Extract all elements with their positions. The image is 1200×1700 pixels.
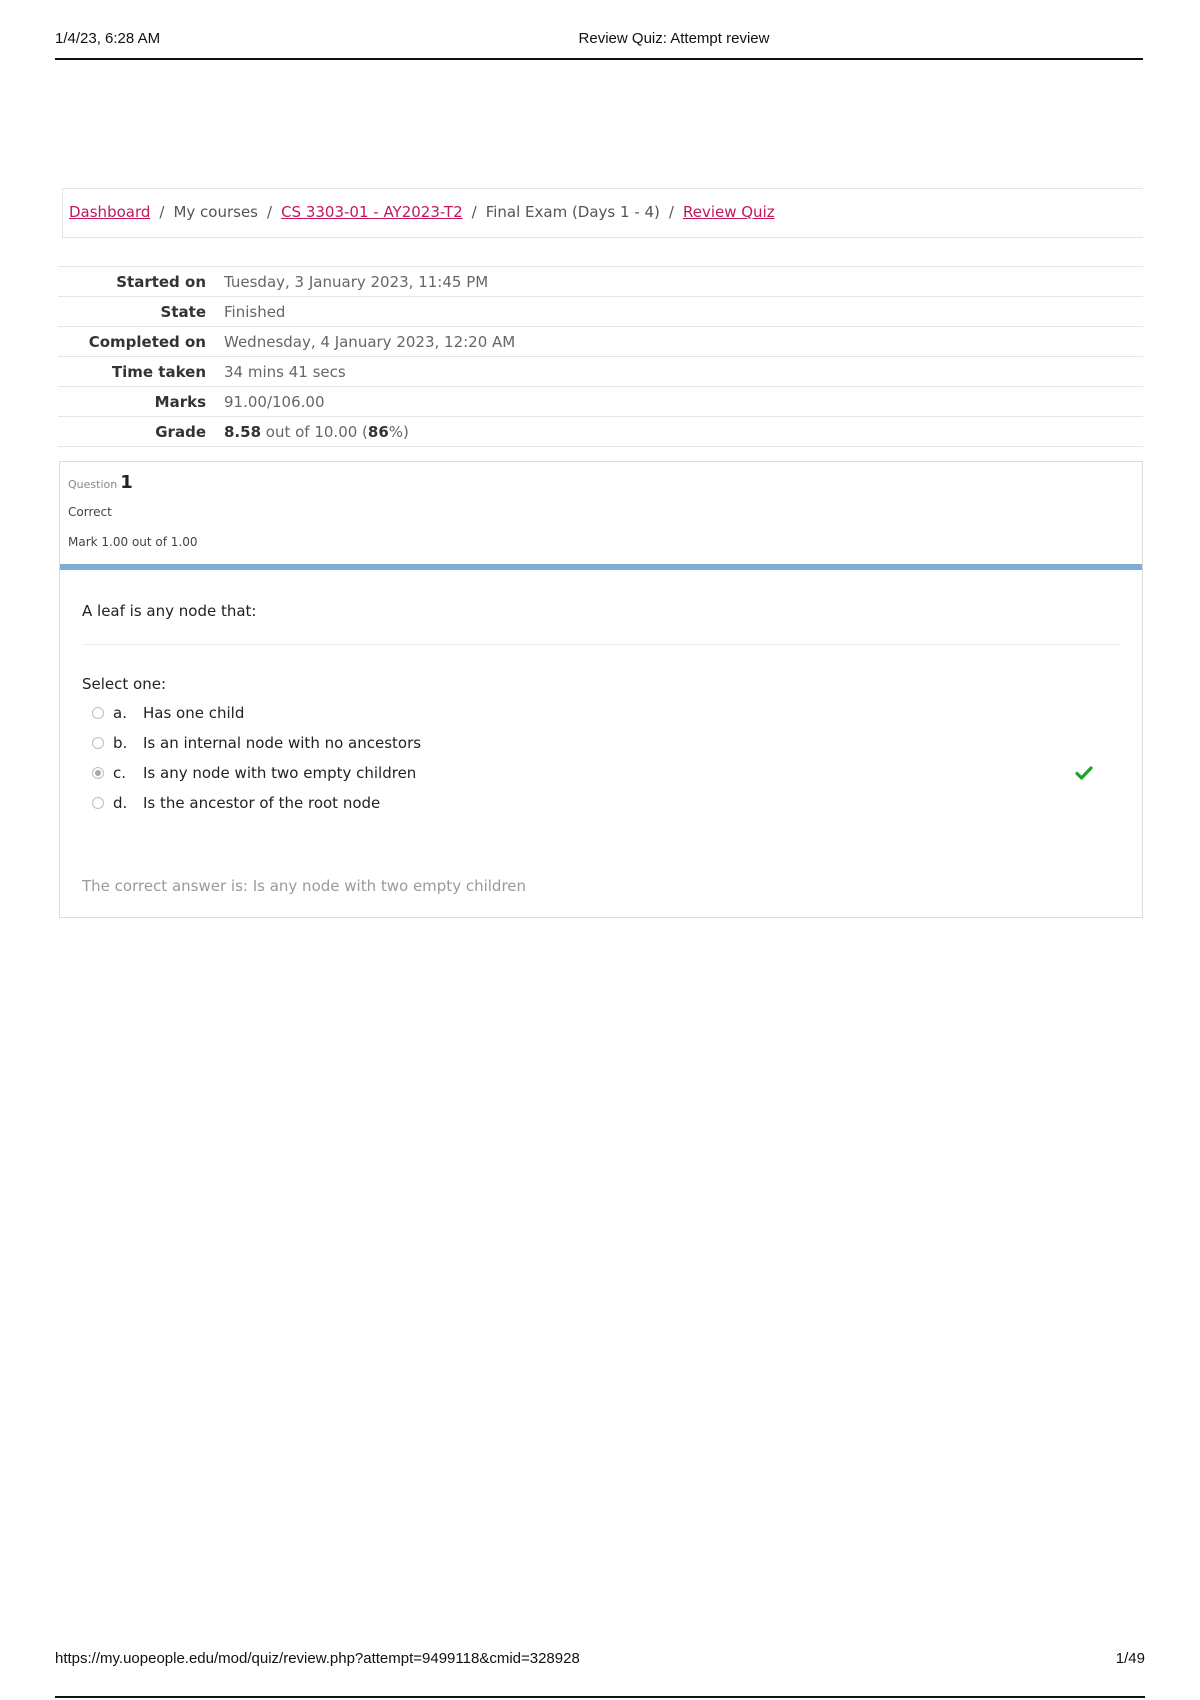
- question-mark: Mark 1.00 out of 1.00: [68, 535, 198, 549]
- breadcrumb-dashboard-link[interactable]: Dashboard: [69, 203, 151, 221]
- answer-text: Is an internal node with no ancestors: [143, 734, 422, 752]
- breadcrumb-separator: /: [668, 203, 674, 221]
- breadcrumb-separator: /: [159, 203, 165, 221]
- summary-row-grade: [58, 417, 1143, 447]
- summary-row-marks: [58, 387, 1143, 417]
- grade-score: 8.58: [224, 422, 262, 441]
- radio-button-selected[interactable]: [92, 767, 104, 779]
- summary-value: Wednesday, 4 January 2023, 12:20 AM: [224, 332, 516, 351]
- attempt-summary-table: [58, 266, 1143, 447]
- breadcrumb-my-courses: My courses: [173, 203, 258, 221]
- summary-value: Tuesday, 3 January 2023, 11:45 PM: [224, 272, 489, 291]
- answer-letter: a.: [113, 704, 127, 722]
- breadcrumb-course-link[interactable]: CS 3303-01 - AY2023-T2: [281, 203, 463, 221]
- print-title: Review Quiz: Attempt review: [578, 30, 770, 47]
- select-one-prompt: Select one:: [82, 675, 167, 693]
- summary-label: State: [160, 302, 206, 321]
- grade-percent: 86: [367, 422, 389, 441]
- question-info: [60, 462, 1142, 570]
- print-datetime: 1/4/23, 6:28 AM: [55, 30, 161, 47]
- radio-button[interactable]: [92, 707, 104, 719]
- question-number: [68, 472, 133, 493]
- question-label: Question: [68, 478, 118, 491]
- answer-letter: c.: [113, 764, 127, 782]
- summary-value: Finished: [224, 302, 286, 321]
- question-text: A leaf is any node that:: [82, 602, 257, 620]
- summary-row-started-on: [58, 267, 1143, 297]
- correct-answer-feedback: The correct answer is: Is any node with two empty children: [82, 877, 527, 895]
- answer-option-a[interactable]: [92, 698, 1112, 728]
- print-header: [55, 28, 1143, 60]
- summary-label: Completed on: [88, 332, 206, 351]
- breadcrumb-review-quiz-link[interactable]: Review Quiz: [682, 203, 775, 221]
- answer-text: Has one child: [143, 704, 245, 722]
- grade-out-of: out of 10.00 (: [261, 422, 368, 441]
- question-card: [59, 461, 1143, 918]
- print-url: https://my.uopeople.edu/mod/quiz/review.php?attempt=9499118&cmid=328928: [55, 1650, 580, 1667]
- summary-row-completed-on: [58, 327, 1143, 357]
- summary-row-state: [58, 297, 1143, 327]
- summary-label: Time taken: [111, 362, 206, 381]
- summary-label: Marks: [154, 392, 206, 411]
- summary-row-time-taken: [58, 357, 1143, 387]
- answer-option-c[interactable]: [92, 758, 1112, 788]
- radio-button[interactable]: [92, 797, 104, 809]
- answer-text: Is any node with two empty children: [143, 764, 417, 782]
- answer-option-d[interactable]: [92, 788, 1112, 818]
- breadcrumb: [62, 188, 1143, 238]
- summary-value: 34 mins 41 secs: [224, 362, 346, 381]
- print-page-number: 1/49: [1115, 1650, 1145, 1667]
- answer-letter: d.: [113, 794, 128, 812]
- breadcrumb-final-exam: Final Exam (Days 1 - 4): [485, 203, 660, 221]
- divider: [82, 644, 1120, 645]
- print-footer: [55, 1650, 1145, 1698]
- check-icon: [1074, 763, 1094, 783]
- answer-text: Is the ancestor of the root node: [143, 794, 381, 812]
- radio-button[interactable]: [92, 737, 104, 749]
- breadcrumb-separator: /: [267, 203, 273, 221]
- summary-label: Grade: [155, 422, 206, 441]
- question-state: Correct: [68, 505, 112, 519]
- answer-option-b[interactable]: [92, 728, 1112, 758]
- breadcrumb-separator: /: [471, 203, 477, 221]
- answer-list: [92, 698, 1112, 818]
- answer-letter: b.: [113, 734, 128, 752]
- grade-value: [224, 423, 409, 441]
- grade-close: %): [388, 422, 409, 441]
- summary-value: 91.00/106.00: [224, 392, 325, 411]
- question-number-value: 1: [120, 472, 133, 493]
- summary-label: Started on: [116, 272, 206, 291]
